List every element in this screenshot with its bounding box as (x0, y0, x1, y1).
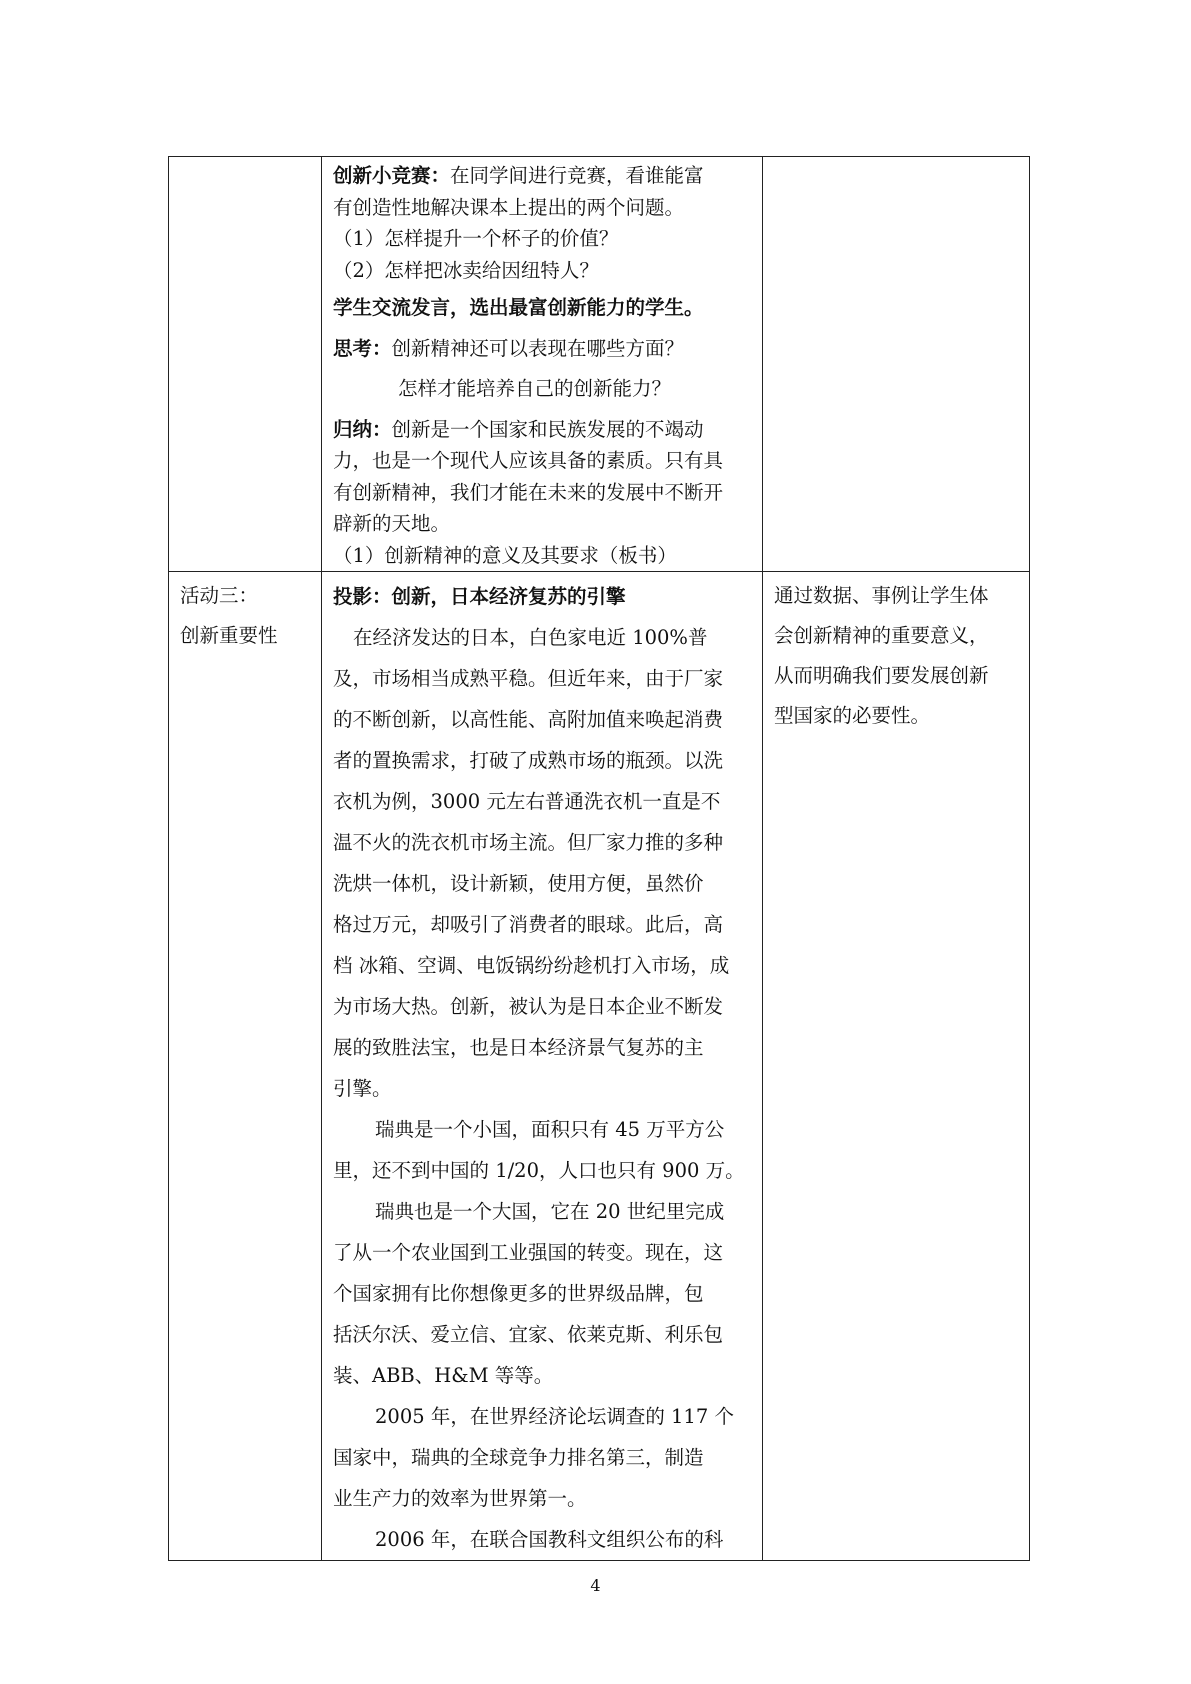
section-lead: 思考： (333, 336, 392, 360)
content-line: （1）怎样提升一个杯子的价值？ (333, 227, 619, 250)
content-line: 业生产力的效率为世界第一。 (333, 1487, 587, 1510)
content-line: 国家中，瑞典的全球竞争力排名第三，制造 (333, 1446, 704, 1469)
content-line: 及，市场相当成熟平稳。但近年来，由于厂家 (333, 667, 724, 690)
content-line: 个国家拥有比你想像更多的世界级品牌，包 (333, 1282, 704, 1305)
row2-purpose-cell (763, 572, 1030, 1561)
table-row (169, 572, 1030, 1561)
content-line (333, 414, 756, 446)
content-line: 引擎。 (333, 1077, 392, 1100)
content-line: （2）怎样把冰卖给因纽特人？ (333, 258, 599, 282)
purpose-line: 型国家的必要性。 (774, 704, 931, 727)
content-line: 温不火的洗衣机市场主流。但厂家力推的多种 (333, 831, 724, 854)
row1-purpose-cell (763, 157, 1030, 572)
activity-label: 活动三： (180, 584, 259, 607)
content-line: 者的置换需求，打破了成熟市场的瓶颈。以洗 (333, 749, 724, 772)
section-lead: 创新小竞赛： (333, 164, 451, 187)
content-line: 衣机为例，3000 元左右普通洗衣机一直是不 (333, 790, 721, 813)
content-line: 装、ABB、H&M 等等。 (333, 1364, 554, 1387)
content-heading: 投影：创新，日本经济复苏的引擎 (333, 585, 626, 608)
content-line: 在经济发达的日本，白色家电近 100%普 (353, 626, 708, 649)
purpose-line: 会创新精神的重要意义， (774, 624, 989, 647)
purpose-line: 从而明确我们要发展创新 (774, 664, 989, 687)
content-line: 瑞典也是一个大国，它在 20 世纪里完成 (375, 1200, 725, 1223)
content-line: 有创新精神，我们才能在未来的发展中不断开 (333, 480, 724, 504)
content-line: 有创造性地解决课本上提出的两个问题。 (333, 195, 685, 219)
content-line: 格过万元，却吸引了消费者的眼球。此后，高 (333, 913, 724, 936)
content-line: （1）创新精神的意义及其要求（板书） (333, 543, 677, 567)
activity-title: 创新重要性 (180, 624, 278, 647)
content-line (333, 160, 756, 192)
content-line: 怎样才能培养自己的创新能力？ (398, 377, 672, 400)
content-line: 括沃尔沃、爱立信、宜家、依莱克斯、利乐包 (333, 1323, 724, 1346)
content-line: 学生交流发言，选出最富创新能力的学生。 (333, 296, 704, 319)
content-text: 创新精神还可以表现在哪些方面？ (391, 336, 685, 360)
lesson-plan-table (168, 156, 1030, 1561)
content-line: 里，还不到中国的 1/20，人口也只有 900 万。 (333, 1159, 745, 1182)
content-line: 展的致胜法宝，也是日本经济景气复苏的主 (333, 1036, 704, 1059)
content-line: 的不断创新，以高性能、高附加值来唤起消费 (333, 708, 724, 731)
content-text: 创新是一个国家和民族发展的不竭动 (391, 417, 704, 441)
content-line: 力，也是一个现代人应该具备的素质。只有具 (333, 449, 724, 472)
page-number: 4 (590, 1576, 601, 1595)
purpose-line: 通过数据、事例让学生体 (774, 584, 989, 607)
content-line: 档 冰箱、空调、电饭锅纷纷趁机打入市场，成 (333, 954, 730, 977)
content-line: 为市场大热。创新，被认为是日本企业不断发 (333, 995, 724, 1018)
content-line: 了从一个农业国到工业强国的转变。现在，这 (333, 1241, 724, 1264)
row2-activity-cell (169, 572, 322, 1561)
content-line: 辟新的天地。 (333, 512, 451, 535)
table-row (169, 157, 1030, 572)
content-line (333, 333, 756, 365)
content-line: 2005 年，在世界经济论坛调查的 117 个 (375, 1405, 734, 1428)
content-line: 洗烘一体机，设计新颖，使用方便，虽然价 (333, 872, 704, 895)
content-line: 2006 年，在联合国教科文组织公布的科 (375, 1528, 724, 1551)
section-lead: 归纳： (333, 417, 392, 441)
content-line: 瑞典是一个小国，面积只有 45 万平方公 (375, 1118, 725, 1141)
content-text: 在同学间进行竞赛，看谁能富 (450, 164, 704, 187)
row2-content-cell (322, 572, 763, 1561)
row1-content-cell (322, 157, 763, 572)
row1-activity-cell (169, 157, 322, 572)
